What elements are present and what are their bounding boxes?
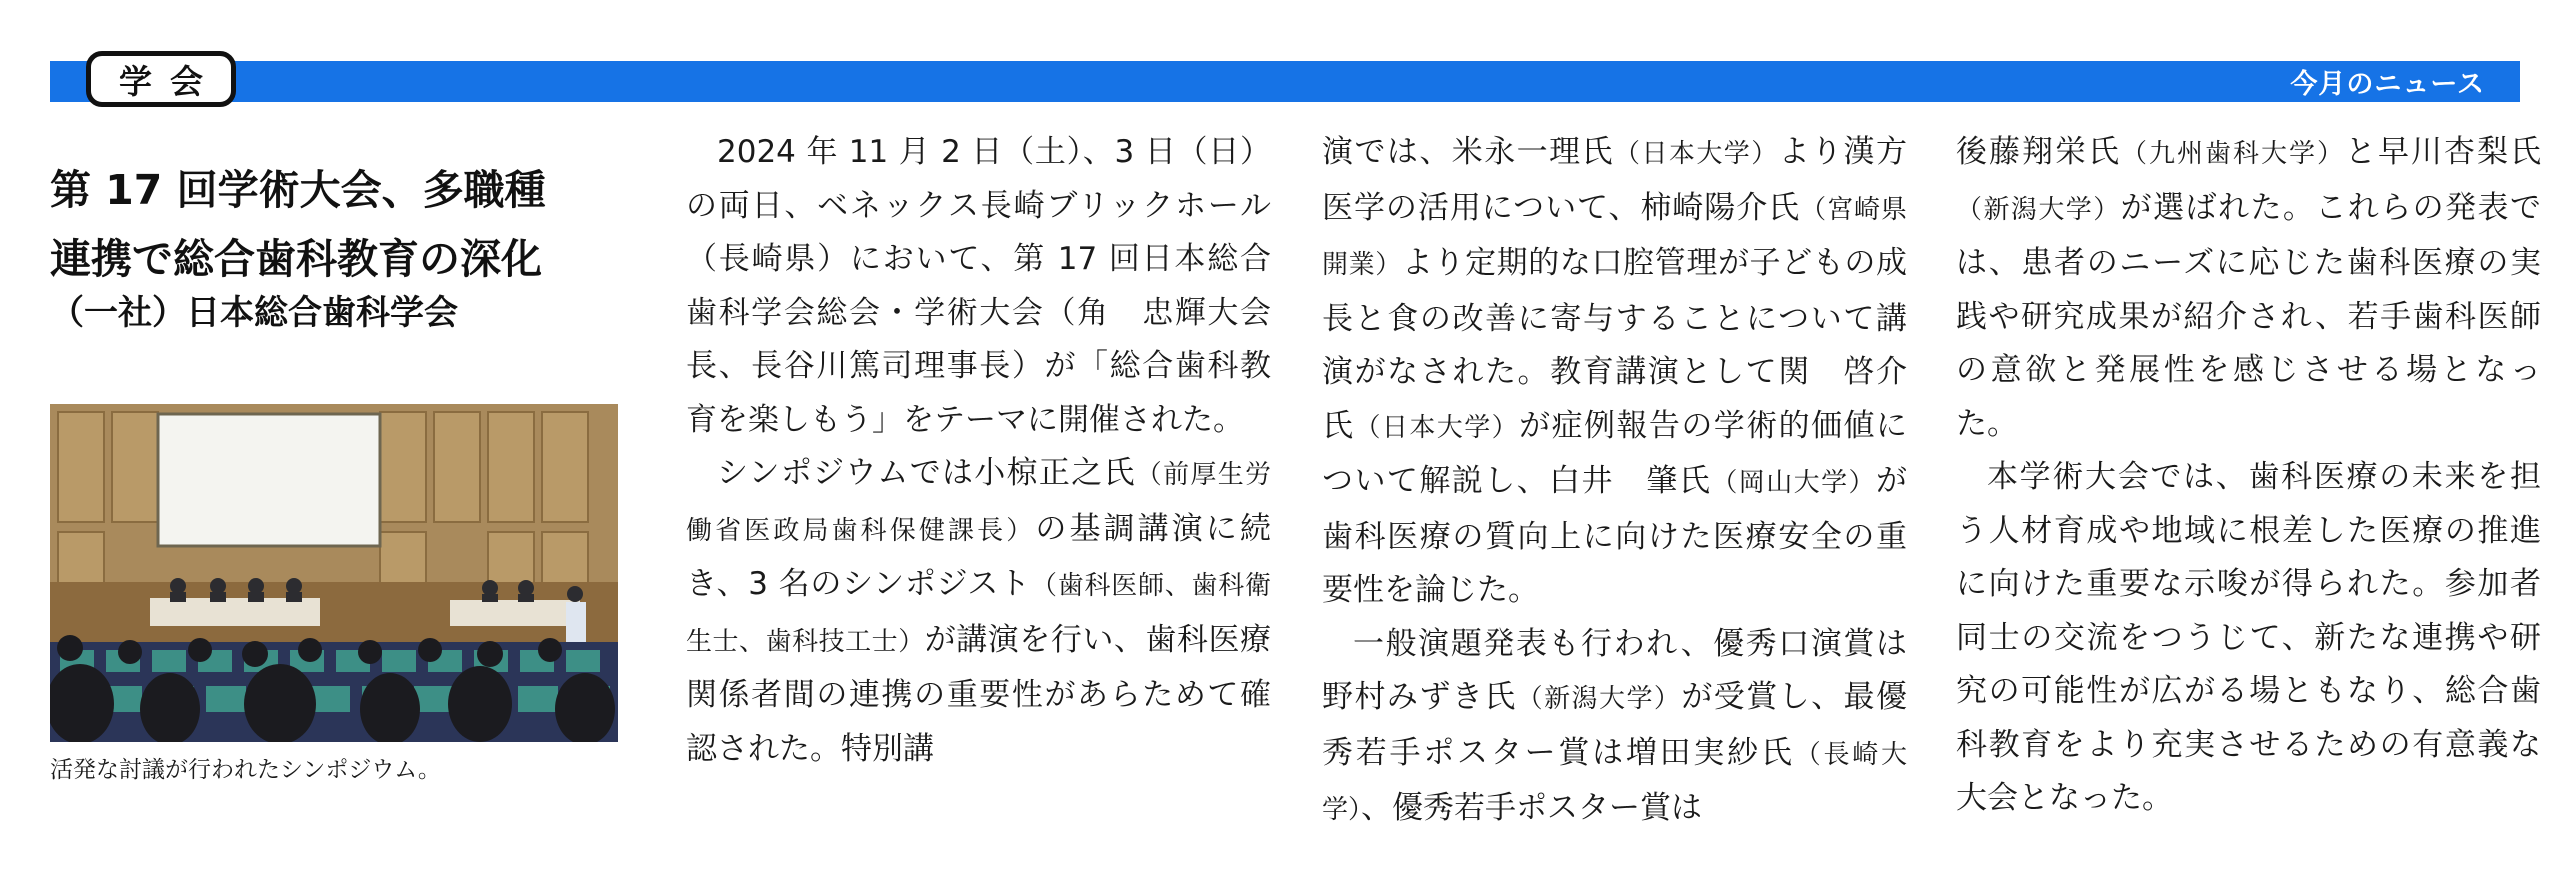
text-run: が受賞し、最優秀若手ポスター賞は増田実紗氏 <box>1322 679 1908 771</box>
organization-name: （一社）日本総合歯科学会 <box>50 293 458 333</box>
affiliation-note: （新潟大学） <box>1516 684 1682 714</box>
text-run: より定期的な口腔管理が子どもの成長と食の改善に寄与することについて講演がなされた。教育講演として関 啓介氏 <box>1322 245 1907 444</box>
affiliation-note: （歯科医師、歯科衛生士、歯科技工士） <box>686 571 1271 657</box>
affiliation-note: （宮崎県開業） <box>1322 194 1907 280</box>
text-run: 後藤翔栄氏 <box>1956 134 2121 170</box>
article-column-2 <box>1322 126 1907 838</box>
affiliation-note: （岡山大学） <box>1711 468 1876 498</box>
text-run: が歯科医療の質向上に向けた医療安全の重要性を論じた。 <box>1322 463 1907 608</box>
affiliation-note: （九州歯科大学） <box>2121 139 2345 169</box>
article-title-line-1: 第 17 回学術大会、多職種 <box>50 166 546 214</box>
text-run: が講演を行い、歯科医療関係者間の連携の重要性があらためて確認された。特別講 <box>686 621 1271 767</box>
paragraph-conclusion: 本学術大会では、歯科医療の未来を担う人材育成や地域に根差した医療の推進に向けた重要な示唆が得られた。参加者同士の交流をつうじて、新たな連携や研究の可能性が広がる場ともなり、総合歯科教育をより充実させるための有意義な大会となった。 <box>1956 459 2541 816</box>
affiliation-note: （新潟大学） <box>1956 194 2121 225</box>
article-title-line-2: 連携で総合歯科教育の深化 <box>50 235 542 283</box>
text-run: 演では、米永一理氏 <box>1322 134 1614 170</box>
symposium-photo <box>50 404 618 742</box>
text-run: より漢方医学の活用について、柿崎陽介氏 <box>1322 134 1908 226</box>
affiliation-note: （日本大学） <box>1614 139 1779 169</box>
paragraph-lectures <box>1322 126 1907 618</box>
section-header-bar <box>50 61 2520 102</box>
affiliation-note: （日本大学） <box>1354 412 1520 443</box>
news-category-label: 今月のニュース <box>2290 69 2485 100</box>
text-run: と早川杏梨氏 <box>2345 134 2541 170</box>
paragraph-symposium <box>686 447 1271 776</box>
photo-caption: 活発な討議が行われたシンポジウム。 <box>50 757 441 783</box>
affiliation-note: （長崎大学） <box>1322 739 1907 825</box>
text-run: が選ばれた。これらの発表では、患者のニーズに応じた歯科医療の実践や研究成果が紹介され、若手歯科医師の意欲と発展性を感じさせる場となった。 <box>1956 189 2541 442</box>
text-run: が症例報告の学術的価値について解説し、白井 肇氏 <box>1322 407 1908 499</box>
article-title <box>50 156 650 294</box>
text-run: の基調講演に続き、3 名のシンポジスト <box>686 510 1271 602</box>
text-run: 一般演題発表も行われ、優秀口演賞は野村みずき氏 <box>1322 625 1907 715</box>
section-tag: 学会 <box>86 51 236 107</box>
paragraph-award-winners <box>1956 126 2541 451</box>
text-run: 、優秀若手ポスター賞は <box>1361 790 1703 826</box>
paragraph-event-overview: 2024 年 11 月 2 日（土）、3 日（日）の両日、ベネックス長崎ブリックホール（長崎県）において、第 17 回日本総合歯科学会総会・学術大会（角 忠輝大会長、長谷川篤司理事長）が「総合歯科教育を楽しもう」をテーマに開催された。 <box>686 134 1271 438</box>
article-column-1 <box>686 126 1271 776</box>
affiliation-note: （前厚生労働省医政局歯科保健課長） <box>686 460 1271 546</box>
article-column-3 <box>1956 126 2541 826</box>
text-run: シンポジウムでは小椋正之氏 <box>717 455 1136 491</box>
paragraph-awards <box>1322 618 1907 838</box>
